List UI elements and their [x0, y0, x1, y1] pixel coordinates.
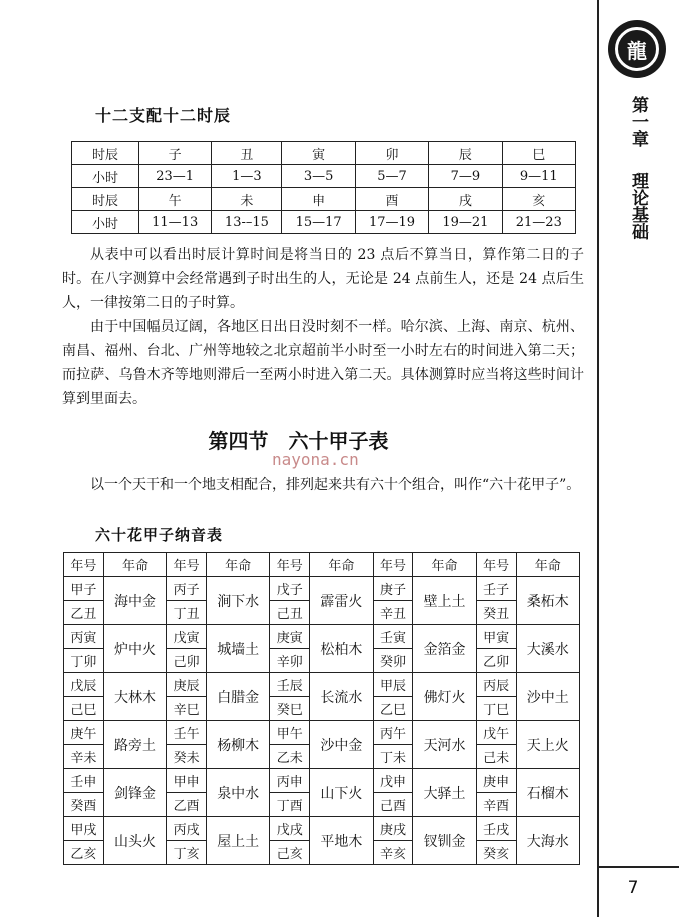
nayin-year-cell: 壬申	[64, 769, 104, 793]
nayin-ming-cell: 沙中金	[310, 721, 373, 769]
nayin-year-cell: 乙巳	[373, 697, 413, 721]
nayin-year-cell: 乙酉	[167, 793, 207, 817]
nayin-header-cell: 年命	[207, 553, 270, 577]
nayin-year-cell: 戊申	[373, 769, 413, 793]
nayin-header-cell: 年号	[373, 553, 413, 577]
hour-cell: 17—19	[355, 211, 428, 234]
page-number-divider	[599, 866, 679, 868]
nayin-ming-cell: 霹雷火	[310, 577, 373, 625]
hour-table-row	[72, 188, 576, 211]
section-number: 第四节	[208, 429, 269, 453]
nayin-ming-cell: 大驿土	[413, 769, 476, 817]
hour-cell: 15—17	[282, 211, 355, 234]
section-heading: 六十甲子表	[288, 429, 389, 453]
hour-cell: 3—5	[282, 165, 355, 188]
nayin-year-cell: 丙戌	[167, 817, 207, 841]
nayin-year-cell: 辛未	[64, 745, 104, 769]
nayin-year-cell: 乙卯	[476, 649, 516, 673]
nayin-year-cell: 己亥	[270, 841, 310, 865]
nayin-year-cell: 甲寅	[476, 625, 516, 649]
nayin-year-cell: 壬辰	[270, 673, 310, 697]
paragraph-1: 从表中可以看出时辰计算时间是将当日的 23 点后不算当日，算作第二日的子时。在八字测算中会经常遇到子时出生的人，无论是 24 点前生人，还是 24 点后生人，一律按第二日的子时算。	[62, 247, 584, 311]
nayin-year-cell: 甲子	[64, 577, 104, 601]
nayin-year-cell: 丙申	[270, 769, 310, 793]
hour-cell: 辰	[429, 142, 502, 165]
nayin-ming-cell: 城墙土	[207, 625, 270, 673]
hour-cell: 酉	[355, 188, 428, 211]
dragon-emblem-icon: 龍	[608, 20, 666, 78]
hour-cell: 卯	[355, 142, 428, 165]
hour-cell: 13-–15	[212, 211, 282, 234]
nayin-row	[64, 673, 580, 697]
nayin-row	[64, 721, 580, 745]
hour-cell: 子	[139, 142, 212, 165]
nayin-year-cell: 辛卯	[270, 649, 310, 673]
nayin-year-cell: 己酉	[373, 793, 413, 817]
nayin-year-cell: 丙寅	[64, 625, 104, 649]
nayin-ming-cell: 杨柳木	[207, 721, 270, 769]
hour-cell: 19—21	[429, 211, 502, 234]
hour-cell: 23—1	[139, 165, 212, 188]
nayin-year-cell: 戊戌	[270, 817, 310, 841]
hour-row-label: 时辰	[72, 188, 139, 211]
nayin-ming-cell: 沙中土	[516, 673, 579, 721]
nayin-year-cell: 辛丑	[373, 601, 413, 625]
hour-cell: 寅	[282, 142, 355, 165]
part-label: 理论基础	[628, 172, 648, 240]
nayin-row	[64, 769, 580, 793]
nayin-header-cell: 年号	[64, 553, 104, 577]
hour-cell: 午	[139, 188, 212, 211]
nayin-year-cell: 丁丑	[167, 601, 207, 625]
nayin-year-cell: 甲戌	[64, 817, 104, 841]
hour-cell: 丑	[212, 142, 282, 165]
hour-cell: 巳	[502, 142, 575, 165]
nayin-ming-cell: 松柏木	[310, 625, 373, 673]
nayin-ming-cell: 壁上土	[413, 577, 476, 625]
nayin-year-cell: 壬午	[167, 721, 207, 745]
chapter-label: 第一章	[628, 96, 648, 147]
nayin-year-cell: 丁卯	[64, 649, 104, 673]
nayin-header-cell: 年命	[310, 553, 373, 577]
nayin-ming-cell: 剑锋金	[103, 769, 166, 817]
nayin-row	[64, 817, 580, 841]
hour-row-label: 小时	[72, 165, 139, 188]
nayin-table-title: 六十花甲子纳音表	[95, 526, 224, 544]
hour-table-row	[72, 142, 576, 165]
nayin-ming-cell: 大林木	[103, 673, 166, 721]
hour-cell: 申	[282, 188, 355, 211]
nayin-header-row	[64, 553, 580, 577]
nayin-table	[63, 552, 580, 865]
nayin-year-cell: 甲辰	[373, 673, 413, 697]
nayin-ming-cell: 屋上土	[207, 817, 270, 865]
hour-row-label: 小时	[72, 211, 139, 234]
nayin-header-cell: 年命	[516, 553, 579, 577]
nayin-year-cell: 壬寅	[373, 625, 413, 649]
paragraph-3: 以一个天干和一个地支相配合，排列起来共有六十个组合，叫作“六十花甲子”。	[90, 477, 581, 493]
nayin-ming-cell: 山下火	[310, 769, 373, 817]
hour-cell: 7—9	[429, 165, 502, 188]
nayin-year-cell: 癸亥	[476, 841, 516, 865]
nayin-row	[64, 625, 580, 649]
nayin-year-cell: 甲申	[167, 769, 207, 793]
watermark: nayona.cn	[272, 450, 359, 469]
nayin-year-cell: 庚子	[373, 577, 413, 601]
nayin-year-cell: 辛巳	[167, 697, 207, 721]
nayin-year-cell: 丙午	[373, 721, 413, 745]
hour-cell: 戌	[429, 188, 502, 211]
nayin-ming-cell: 白腊金	[207, 673, 270, 721]
nayin-ming-cell: 海中金	[103, 577, 166, 625]
nayin-year-cell: 丙辰	[476, 673, 516, 697]
paragraph-2: 由于中国幅员辽阔，各地区日出日没时刻不一样。哈尔滨、上海、南京、杭州、南昌、福州、台北、广州等地较之北京超前半小时至一小时左右的时间进入第二天；而拉萨、乌鲁木齐等地则滞后一至两小时进入第二天。具体测算时应当将这些时间计算到里面去。	[62, 319, 584, 407]
nayin-year-cell: 乙丑	[64, 601, 104, 625]
nayin-year-cell: 癸酉	[64, 793, 104, 817]
nayin-ming-cell: 炉中火	[103, 625, 166, 673]
nayin-year-cell: 庚戌	[373, 817, 413, 841]
nayin-ming-cell: 钗钏金	[413, 817, 476, 865]
nayin-ming-cell: 金箔金	[413, 625, 476, 673]
nayin-ming-cell: 山头火	[103, 817, 166, 865]
hour-table-row	[72, 211, 576, 234]
hour-cell: 5—7	[355, 165, 428, 188]
nayin-header-cell: 年号	[270, 553, 310, 577]
nayin-year-cell: 己未	[476, 745, 516, 769]
nayin-ming-cell: 涧下水	[207, 577, 270, 625]
nayin-year-cell: 甲午	[270, 721, 310, 745]
nayin-ming-cell: 天河水	[413, 721, 476, 769]
hour-row-label: 时辰	[72, 142, 139, 165]
nayin-header-cell: 年命	[103, 553, 166, 577]
nayin-year-cell: 癸卯	[373, 649, 413, 673]
nayin-year-cell: 戊寅	[167, 625, 207, 649]
hour-cell: 21—23	[502, 211, 575, 234]
nayin-year-cell: 庚申	[476, 769, 516, 793]
nayin-year-cell: 丁酉	[270, 793, 310, 817]
nayin-header-cell: 年命	[413, 553, 476, 577]
hour-cell: 11—13	[139, 211, 212, 234]
nayin-year-cell: 丁未	[373, 745, 413, 769]
nayin-year-cell: 庚午	[64, 721, 104, 745]
nayin-year-cell: 己丑	[270, 601, 310, 625]
nayin-year-cell: 癸未	[167, 745, 207, 769]
nayin-ming-cell: 天上火	[516, 721, 579, 769]
nayin-year-cell: 癸丑	[476, 601, 516, 625]
nayin-year-cell: 乙亥	[64, 841, 104, 865]
nayin-year-cell: 丙子	[167, 577, 207, 601]
nayin-year-cell: 庚辰	[167, 673, 207, 697]
hour-table	[71, 141, 576, 234]
nayin-year-cell: 戊子	[270, 577, 310, 601]
nayin-year-cell: 己巳	[64, 697, 104, 721]
nayin-ming-cell: 大溪水	[516, 625, 579, 673]
hour-cell: 亥	[502, 188, 575, 211]
nayin-ming-cell: 大海水	[516, 817, 579, 865]
nayin-year-cell: 戊辰	[64, 673, 104, 697]
nayin-ming-cell: 桑柘木	[516, 577, 579, 625]
page-number: 7	[627, 878, 639, 898]
nayin-year-cell: 己卯	[167, 649, 207, 673]
nayin-year-cell: 癸巳	[270, 697, 310, 721]
nayin-ming-cell: 泉中水	[207, 769, 270, 817]
nayin-ming-cell: 平地木	[310, 817, 373, 865]
nayin-row	[64, 577, 580, 601]
nayin-ming-cell: 长流水	[310, 673, 373, 721]
nayin-ming-cell: 石榴木	[516, 769, 579, 817]
nayin-year-cell: 乙未	[270, 745, 310, 769]
nayin-year-cell: 辛酉	[476, 793, 516, 817]
nayin-year-cell: 庚寅	[270, 625, 310, 649]
nayin-year-cell: 丁亥	[167, 841, 207, 865]
nayin-header-cell: 年号	[167, 553, 207, 577]
nayin-year-cell: 辛亥	[373, 841, 413, 865]
nayin-year-cell: 壬子	[476, 577, 516, 601]
hour-table-title: 十二支配十二时辰	[95, 106, 232, 125]
hour-cell: 未	[212, 188, 282, 211]
nayin-header-cell: 年号	[476, 553, 516, 577]
hour-cell: 1—3	[212, 165, 282, 188]
nayin-year-cell: 丁巳	[476, 697, 516, 721]
hour-cell: 9—11	[502, 165, 575, 188]
sidebar-divider	[597, 0, 599, 917]
nayin-ming-cell: 佛灯火	[413, 673, 476, 721]
hour-table-row	[72, 165, 576, 188]
nayin-year-cell: 壬戌	[476, 817, 516, 841]
nayin-ming-cell: 路旁土	[103, 721, 166, 769]
nayin-year-cell: 戊午	[476, 721, 516, 745]
